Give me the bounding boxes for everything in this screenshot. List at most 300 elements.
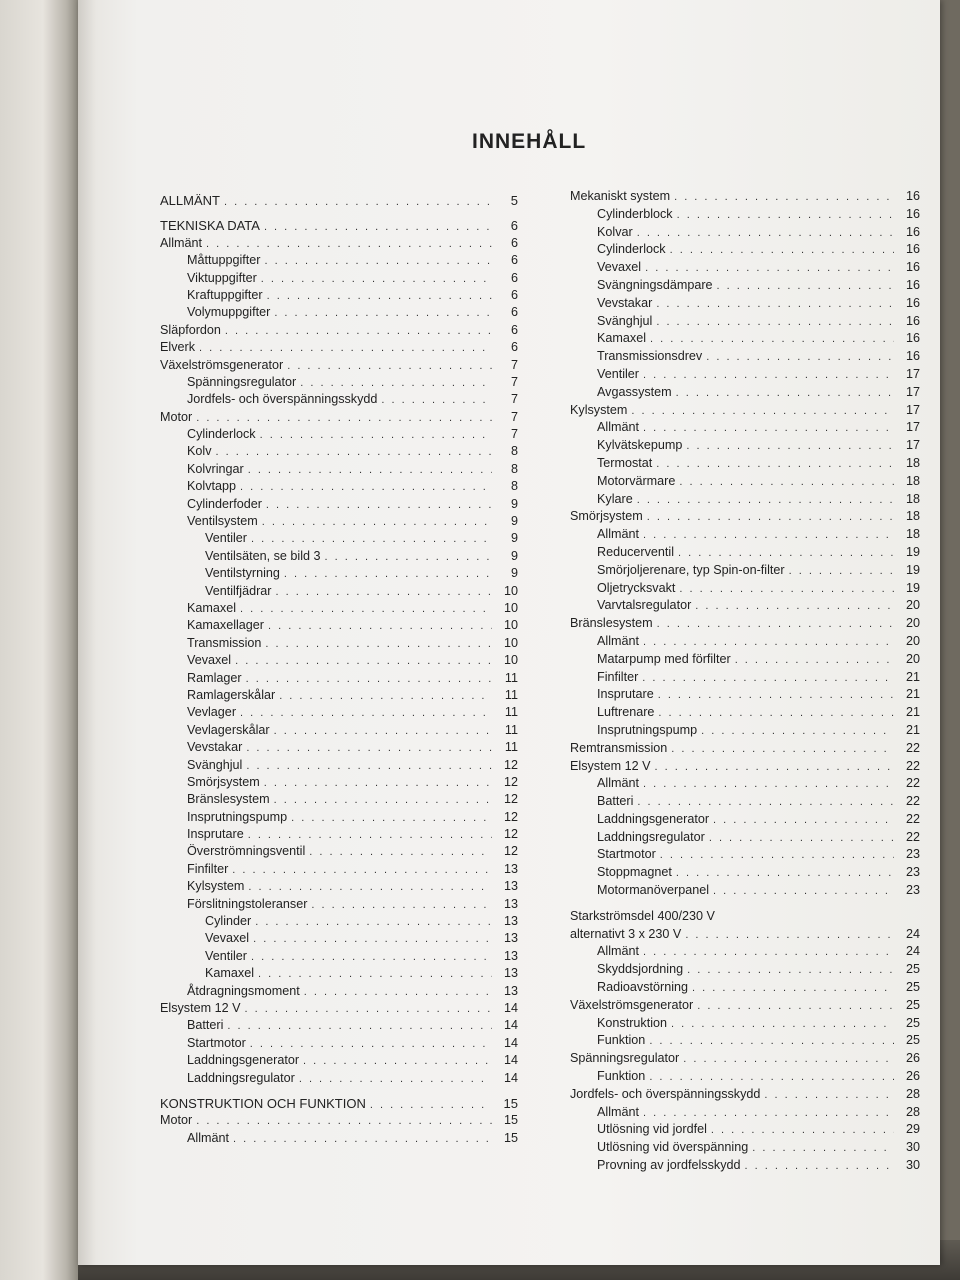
toc-leader-dots (678, 545, 894, 563)
toc-entry-label: Insprutningspump (187, 809, 288, 824)
toc-entry (570, 651, 920, 669)
toc-leader-dots (255, 914, 492, 931)
toc-entry (570, 1157, 920, 1175)
toc-entry-label: Konstruktion (597, 1015, 668, 1030)
toc-entry-label: Kylare (597, 491, 633, 506)
toc-entry (570, 979, 920, 997)
toc-entry (570, 846, 920, 864)
toc-leader-dots (645, 260, 894, 278)
toc-leader-dots (643, 367, 894, 385)
toc-leader-dots (274, 305, 492, 322)
toc-entry-label: Ventilsäten, se bild 3 (205, 548, 321, 563)
toc-entry (160, 722, 518, 739)
toc-entry (570, 224, 920, 242)
toc-entry (570, 633, 920, 651)
toc-leader-dots (284, 566, 492, 583)
toc-entry (160, 948, 518, 965)
toc-leader-dots (671, 741, 894, 759)
toc-entry-label: Transmission (187, 635, 262, 650)
toc-leader-dots (656, 314, 894, 332)
toc-leader-dots (246, 758, 492, 775)
toc-leader-dots (752, 1140, 894, 1158)
toc-entry-label: Kamaxel (597, 331, 646, 346)
toc-entry-label: Radioavstörning (597, 980, 689, 995)
toc-entry-label: Vevaxel (205, 931, 250, 946)
toc-entry-label: Kolvringar (187, 461, 244, 476)
toc-entry-label: Luftrenare (597, 705, 655, 720)
toc-entry-page-number: 13 (503, 896, 518, 911)
toc-entry-page-number: 19 (905, 580, 920, 595)
toc-leader-dots (692, 980, 894, 998)
toc-leader-dots (265, 253, 492, 270)
toc-entry-page-number: 16 (905, 313, 920, 328)
toc-entry (160, 1130, 518, 1147)
toc-entry (570, 1050, 920, 1068)
toc-entry-page-number: 6 (510, 287, 518, 302)
toc-entry-label: Allmänt (160, 235, 202, 250)
toc-entry (570, 1139, 920, 1157)
toc-entry-label: Svänghjul (597, 313, 653, 328)
toc-entry-page-number: 25 (905, 1015, 920, 1030)
toc-entry (570, 348, 920, 366)
toc-entry-page-number: 6 (510, 218, 518, 234)
toc-entry-label: Funktion (597, 1033, 646, 1048)
toc-entry (160, 252, 518, 269)
toc-entry-page-number: 9 (510, 496, 518, 511)
toc-entry-page-number: 15 (503, 1130, 518, 1145)
toc-entry-label: Finfilter (187, 861, 229, 876)
toc-leader-dots (745, 1158, 895, 1176)
toc-entry-label: Allmänt (597, 633, 639, 648)
toc-entry-label: Allmänt (187, 1130, 229, 1145)
toc-leader-dots (697, 998, 894, 1016)
toc-entry-label: Vevlagerskålar (187, 722, 270, 737)
toc-entry-label: Ventiler (205, 948, 248, 963)
toc-leader-dots (206, 236, 492, 253)
toc-leader-dots (274, 723, 492, 740)
toc-entry-page-number: 23 (905, 865, 920, 880)
toc-leader-dots (274, 792, 492, 809)
toc-leader-dots (309, 844, 492, 861)
toc-leader-dots (643, 944, 894, 962)
toc-entry (570, 669, 920, 687)
toc-leader-dots (709, 830, 894, 848)
toc-entry-label: Viktuppgifter (187, 270, 257, 285)
toc-entry-label: Spänningsregulator (570, 1051, 680, 1066)
toc-entry-label: ALLMÄNT (160, 193, 220, 208)
toc-entry-label: Funktion (597, 1069, 646, 1084)
toc-entry-page-number: 25 (905, 1033, 920, 1048)
toc-entry (570, 597, 920, 615)
toc-leader-dots (264, 775, 492, 792)
toc-entry (160, 1095, 518, 1112)
toc-entry-page-number: 7 (510, 357, 518, 372)
toc-leader-dots (232, 862, 492, 879)
toc-leader-dots (258, 966, 492, 983)
toc-entry (160, 548, 518, 565)
toc-leader-dots (267, 288, 492, 305)
toc-entry (160, 391, 518, 408)
toc-entry-label: Bränslesystem (570, 616, 653, 631)
toc-entry-label: Motor (160, 1113, 193, 1128)
toc-entry-label: Överströmningsventil (187, 844, 306, 859)
toc-entry-label: Elverk (160, 340, 195, 355)
toc-entry-label: Startmotor (187, 1035, 246, 1050)
toc-leader-dots (637, 794, 894, 812)
toc-entry-page-number: 14 (503, 1035, 518, 1050)
toc-entry-label: Förslitningstoleranser (187, 896, 308, 911)
toc-leader-dots (196, 410, 492, 427)
toc-entry (570, 1104, 920, 1122)
toc-leader-dots (251, 531, 492, 548)
toc-entry (160, 983, 518, 1000)
toc-leader-dots (677, 207, 894, 225)
toc-leader-dots (240, 705, 492, 722)
toc-entry-label: Elsystem 12 V (570, 758, 651, 773)
toc-leader-dots (240, 479, 492, 496)
toc-entry (160, 861, 518, 878)
toc-entry (160, 704, 518, 721)
toc-entry (160, 339, 518, 356)
toc-leader-dots (685, 927, 894, 945)
toc-entry-page-number: 15 (503, 1113, 518, 1128)
toc-entry-page-number: 21 (905, 705, 920, 720)
toc-entry (570, 491, 920, 509)
toc-leader-dots (268, 618, 492, 635)
toc-entry-page-number: 17 (905, 366, 920, 381)
toc-entry-label: Stoppmagnet (597, 865, 672, 880)
toc-entry (570, 419, 920, 437)
toc-entry-label: Ventilsystem (187, 514, 258, 529)
toc-entry-label: Provning av jordfelsskydd (597, 1158, 741, 1173)
toc-entry-page-number: 26 (905, 1069, 920, 1084)
toc-entry-page-number: 7 (510, 427, 518, 442)
toc-entry (160, 409, 518, 426)
toc-leader-dots (631, 403, 894, 421)
toc-entry-page-number: 25 (905, 997, 920, 1012)
toc-leader-dots (216, 444, 493, 461)
toc-entry-label: Kolv (187, 444, 212, 459)
toc-entry-page-number: 18 (905, 473, 920, 488)
toc-entry-page-number: 8 (510, 479, 518, 494)
toc-entry-label: Cylinderfoder (187, 496, 262, 511)
facing-page-edge (0, 0, 78, 1280)
toc-entry (570, 686, 920, 704)
toc-entry-label: Växelströmsgenerator (160, 357, 284, 372)
toc-entry-page-number: 10 (503, 583, 518, 598)
toc-entry-label: Motormanöverpanel (597, 883, 710, 898)
toc-entry-page-number: 9 (510, 566, 518, 581)
toc-entry (160, 322, 518, 339)
toc-entry-label: Allmänt (597, 1104, 639, 1119)
toc-entry-label: Ramlagerskålar (187, 687, 276, 702)
toc-leader-dots (643, 1105, 894, 1123)
toc-entry-label: Oljetrycksvakt (597, 580, 676, 595)
toc-leader-dots (240, 601, 492, 618)
toc-entry-page-number: 16 (905, 295, 920, 310)
toc-entry (570, 188, 920, 206)
toc-entry (570, 437, 920, 455)
toc-leader-dots (225, 323, 492, 340)
toc-entry-page-number: 14 (503, 1018, 518, 1033)
toc-leader-dots (325, 549, 492, 566)
toc-entry-label: Vevaxel (597, 260, 642, 275)
toc-entry-label: Reducerventil (597, 544, 675, 559)
toc-entry-page-number: 17 (905, 384, 920, 399)
toc-entry-label: Bränslesystem (187, 792, 270, 807)
toc-entry-label: Vevlager (187, 705, 237, 720)
toc-leader-dots (683, 1051, 894, 1069)
toc-leader-dots (287, 358, 492, 375)
toc-entry (160, 913, 518, 930)
toc-entry-label: Insprutare (597, 687, 654, 702)
toc-entry-page-number: 22 (905, 776, 920, 791)
toc-entry (570, 1032, 920, 1050)
toc-entry-page-number: 14 (503, 1053, 518, 1068)
toc-entry-page-number: 10 (503, 653, 518, 668)
toc-leader-dots (248, 879, 492, 896)
toc-entry (160, 687, 518, 704)
toc-entry-label: Kamaxel (187, 600, 236, 615)
toc-entry (570, 295, 920, 313)
toc-entry-label: Termostat (597, 455, 653, 470)
toc-leader-dots (687, 962, 894, 980)
toc-entry (570, 1086, 920, 1104)
toc-entry-label: Jordfels- och överspänningsskydd (570, 1086, 761, 1101)
toc-leader-dots (701, 723, 894, 741)
toc-entry-label: Ramlager (187, 670, 242, 685)
toc-entry-page-number: 16 (905, 242, 920, 257)
toc-leader-dots (649, 1069, 894, 1087)
toc-leader-dots (260, 427, 492, 444)
toc-entry (570, 580, 920, 598)
toc-entry-label: Kamaxellager (187, 618, 265, 633)
toc-entry-page-number: 12 (503, 792, 518, 807)
toc-leader-dots (656, 456, 894, 474)
toc-entry (570, 277, 920, 295)
toc-leader-dots (647, 509, 894, 527)
toc-entry-page-number: 20 (905, 616, 920, 631)
toc-leader-dots (676, 865, 894, 883)
toc-leader-dots (676, 385, 894, 403)
toc-entry (160, 583, 518, 600)
toc-entry-label: TEKNISKA DATA (160, 218, 260, 234)
toc-entry-page-number: 7 (510, 409, 518, 424)
toc-leader-dots (643, 420, 894, 438)
toc-entry (570, 740, 920, 758)
toc-entry-label: Laddningsgenerator (597, 811, 710, 826)
toc-leader-dots (248, 462, 492, 479)
toc-leader-dots (299, 1071, 492, 1088)
toc-entry-label: Åtdragningsmoment (187, 983, 300, 998)
toc-entry-label: Måttuppgifter (187, 253, 261, 268)
toc-leader-dots (649, 1033, 894, 1051)
toc-entry-label: alternativt 3 x 230 V (570, 926, 682, 941)
toc-entry-page-number: 6 (510, 270, 518, 285)
toc-entry-page-number: 13 (503, 931, 518, 946)
toc-entry-page-number: 18 (905, 509, 920, 524)
toc-entry-label: Ventilfjädrar (205, 583, 272, 598)
toc-leader-dots (660, 847, 894, 865)
toc-entry (160, 843, 518, 860)
toc-right-column (570, 188, 920, 1175)
toc-entry-label: Transmissionsdrev (597, 349, 703, 364)
toc-leader-dots (304, 984, 492, 1001)
toc-leader-dots (717, 278, 894, 296)
toc-entry-page-number: 16 (905, 349, 920, 364)
toc-entry-page-number: 18 (905, 455, 920, 470)
toc-entry-label: Laddningsgenerator (187, 1053, 300, 1068)
toc-entry-page-number: 21 (905, 669, 920, 684)
toc-entry (570, 384, 920, 402)
toc-entry (570, 455, 920, 473)
toc-left-column (160, 192, 518, 1147)
toc-entry (570, 508, 920, 526)
toc-entry (160, 600, 518, 617)
toc-entry (570, 366, 920, 384)
toc-entry (570, 829, 920, 847)
toc-entry (570, 259, 920, 277)
toc-leader-dots (224, 194, 492, 211)
toc-entry-page-number: 22 (905, 829, 920, 844)
toc-entry-page-number: 11 (504, 687, 518, 702)
toc-entry (160, 461, 518, 478)
toc-entry-page-number: 20 (905, 651, 920, 666)
toc-entry (570, 473, 920, 491)
toc-leader-dots (656, 296, 894, 314)
toc-entry-page-number: 17 (905, 420, 920, 435)
toc-entry-label: Släpfordon (160, 322, 221, 337)
toc-entry-page-number: 30 (905, 1140, 920, 1155)
toc-entry (570, 544, 920, 562)
toc-entry-page-number: 25 (905, 962, 920, 977)
toc-entry-label: Startmotor (597, 847, 656, 862)
toc-leader-dots (735, 652, 894, 670)
toc-entry-page-number: 24 (905, 926, 920, 941)
toc-leader-dots (674, 189, 894, 207)
toc-entry (160, 192, 518, 209)
toc-entry (570, 562, 920, 580)
toc-entry (570, 1068, 920, 1086)
toc-entry (570, 330, 920, 348)
toc-entry (570, 241, 920, 259)
toc-entry-label: Spänningsregulator (187, 374, 297, 389)
toc-entry-label: Batteri (597, 794, 634, 809)
toc-entry-page-number: 13 (503, 861, 518, 876)
toc-entry-label: Motorvärmare (597, 473, 676, 488)
toc-entry-label: Kamaxel (205, 966, 254, 981)
toc-leader-dots (671, 1016, 894, 1034)
toc-leader-dots (291, 810, 492, 827)
toc-leader-dots (643, 776, 894, 794)
toc-entry (570, 926, 920, 944)
toc-leader-dots (227, 1018, 492, 1035)
toc-entry-label: Kraftuppgifter (187, 287, 263, 302)
toc-entry (160, 1070, 518, 1087)
toc-leader-dots (253, 931, 492, 948)
toc-entry-label: Starkströmsdel 400/230 V (570, 908, 715, 923)
toc-entry (160, 965, 518, 982)
toc-entry-label: Laddningsregulator (187, 1070, 295, 1085)
toc-entry-page-number: 12 (503, 809, 518, 824)
toc-entry-page-number: 14 (503, 1000, 518, 1015)
toc-entry-page-number: 6 (510, 253, 518, 268)
toc-entry (160, 896, 518, 913)
toc-entry-page-number: 11 (504, 705, 518, 720)
toc-entry (570, 943, 920, 961)
toc-entry-label: Växelströmsgenerator (570, 997, 694, 1012)
toc-entry-label: Vevstakar (187, 740, 243, 755)
toc-entry-page-number: 13 (503, 948, 518, 963)
toc-leader-dots (764, 1087, 894, 1105)
toc-entry (570, 758, 920, 776)
toc-leader-dots (679, 581, 894, 599)
toc-entry (160, 287, 518, 304)
toc-entry (570, 704, 920, 722)
toc-entry-page-number: 20 (905, 633, 920, 648)
toc-entry-label: Utlösning vid överspänning (597, 1140, 749, 1155)
toc-entry-page-number: 17 (905, 402, 920, 417)
toc-entry-page-number: 7 (510, 392, 518, 407)
toc-entry-label: Remtransmission (570, 740, 668, 755)
toc-leader-dots (235, 653, 492, 670)
toc-entry (160, 809, 518, 826)
toc-leader-dots (199, 340, 492, 357)
toc-entry-page-number: 16 (905, 224, 920, 239)
toc-entry-page-number: 30 (905, 1158, 920, 1173)
toc-entry-page-number: 16 (905, 206, 920, 221)
toc-leader-dots (643, 527, 894, 545)
toc-entry-page-number: 21 (905, 722, 920, 737)
toc-entry-page-number: 26 (905, 1051, 920, 1066)
toc-entry (570, 811, 920, 829)
toc-entry (160, 652, 518, 669)
toc-entry-label: Vevaxel (187, 653, 232, 668)
toc-entry (160, 443, 518, 460)
toc-entry-page-number: 12 (503, 757, 518, 772)
toc-leader-dots (658, 705, 894, 723)
toc-entry-page-number: 13 (503, 966, 518, 981)
toc-leader-dots (381, 392, 492, 409)
toc-entry-page-number: 23 (905, 847, 920, 862)
toc-entry-label: Svängningsdämpare (597, 277, 713, 292)
toc-entry (570, 775, 920, 793)
toc-entry-label: Smörjsystem (570, 509, 643, 524)
toc-entry (160, 1017, 518, 1034)
toc-leader-dots (251, 949, 492, 966)
toc-entry (160, 635, 518, 652)
toc-leader-dots (637, 492, 894, 510)
toc-entry (570, 1015, 920, 1033)
toc-leader-dots (706, 349, 894, 367)
toc-leader-dots (789, 563, 894, 581)
toc-entry-page-number: 8 (510, 461, 518, 476)
toc-leader-dots (679, 474, 894, 492)
toc-leader-dots (650, 331, 894, 349)
toc-entry (570, 526, 920, 544)
toc-entry-page-number: 8 (510, 444, 518, 459)
toc-entry (160, 496, 518, 513)
toc-entry-page-number: 22 (905, 811, 920, 826)
toc-entry-label: Kolvtapp (187, 479, 237, 494)
toc-entry-page-number: 16 (905, 331, 920, 346)
toc-entry-label: Avgassystem (597, 384, 672, 399)
toc-leader-dots (713, 883, 894, 901)
toc-entry-label: Smörjsystem (187, 774, 260, 789)
toc-entry-label: Allmänt (597, 776, 639, 791)
toc-entry-page-number: 22 (905, 740, 920, 755)
toc-leader-dots (711, 1122, 894, 1140)
